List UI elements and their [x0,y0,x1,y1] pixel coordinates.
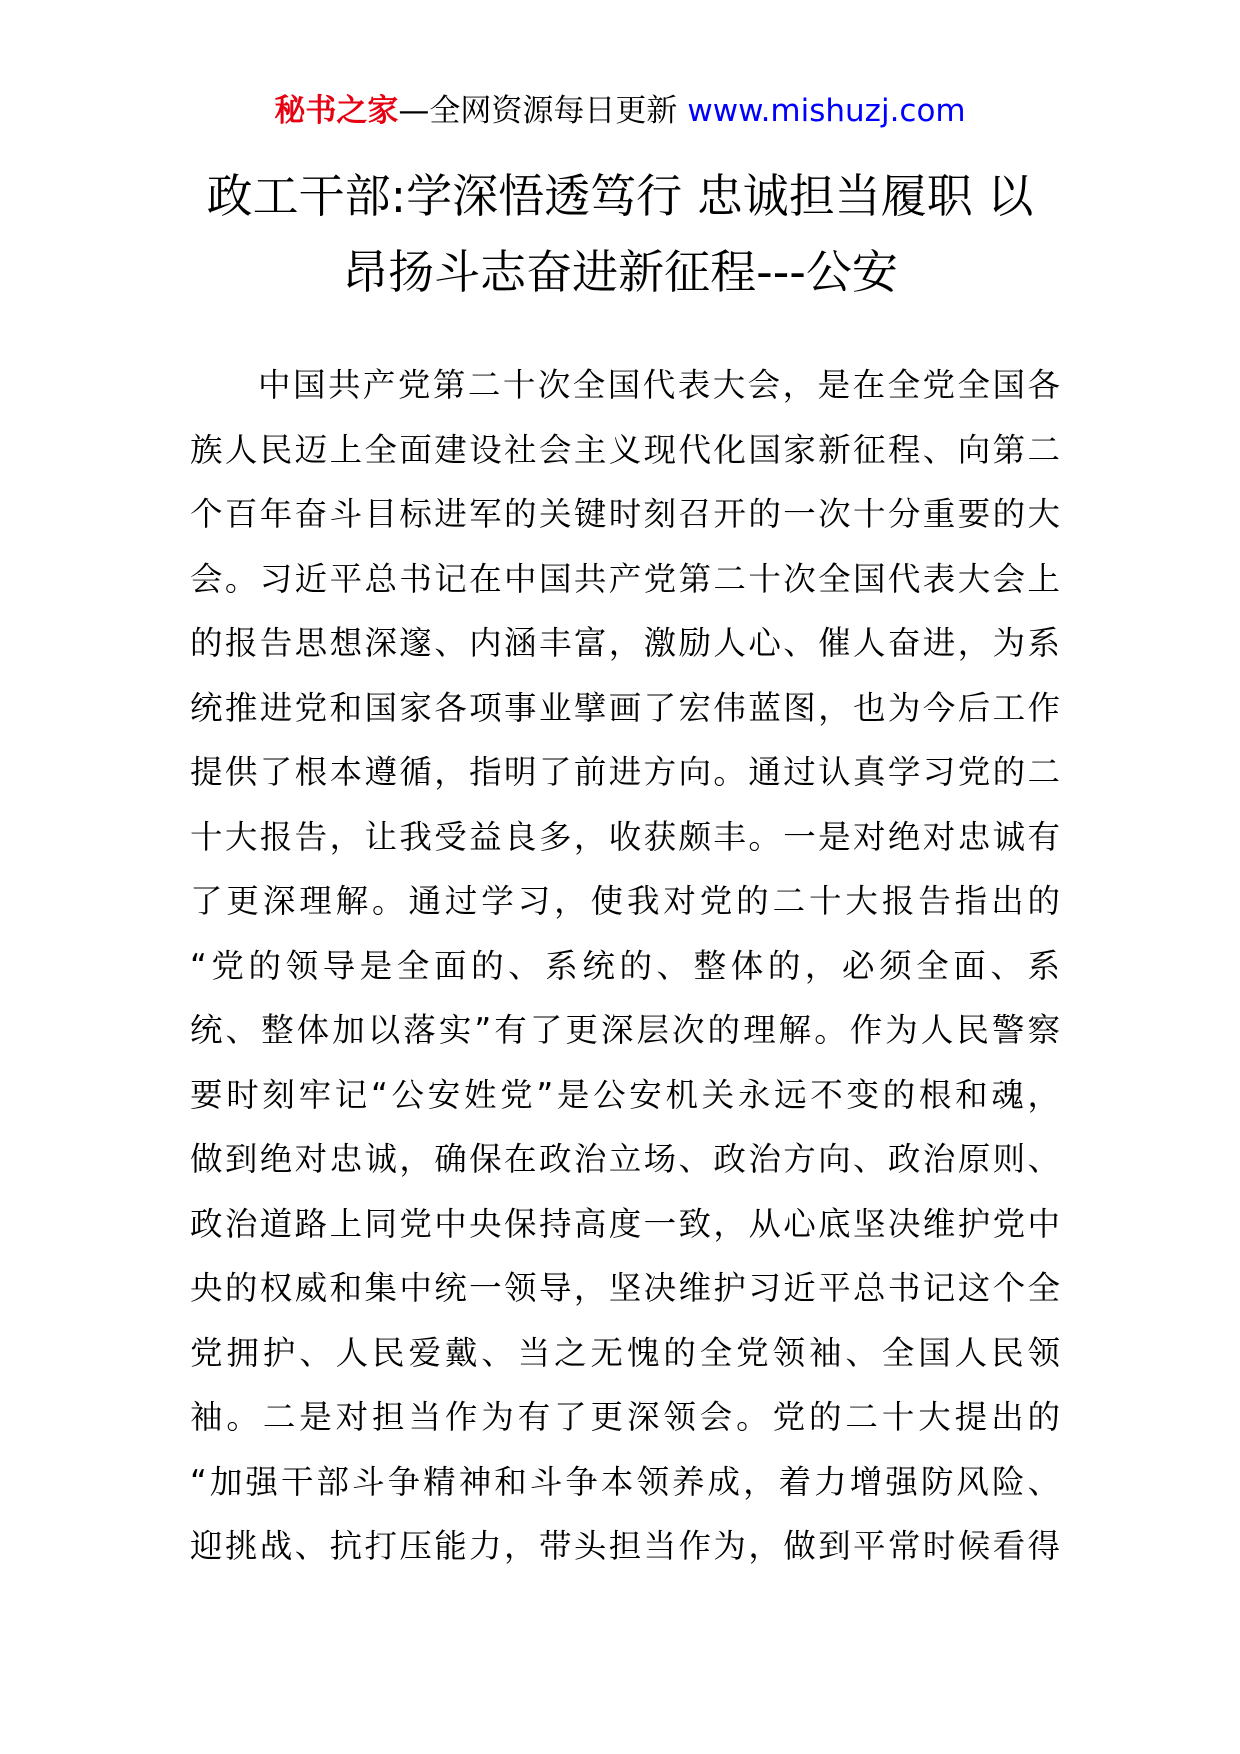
body-line-9: 了更深理解。通过学习，使我对党的二十大报告指出的 [190,882,1060,920]
site-tagline: —全网资源每日更新 [398,93,678,129]
site-brand: 秘书之家 [274,93,399,129]
site-url-link[interactable]: www.mishuzj.com [687,93,966,129]
body-line-2: 族人民迈上全面建设社会主义现代化国家新征程、向第二 [190,430,1060,469]
body-line-3: 个百年奋斗目标进军的关键时刻召开的一次十分重要的大 [190,495,1060,533]
body-line-12: 要时刻牢记“公安姓党”是公安机关永远不变的根和魂， [190,1075,1060,1114]
body-line-15: 央的权威和集中统一领导，坚决维护习近平总书记这个全 [190,1269,1060,1307]
body-line-7: 提供了根本遵循，指明了前进方向。通过认真学习党的二 [190,753,1060,791]
body-line-17: 袖。二是对担当作为有了更深领会。党的二十大提出的 [190,1398,1060,1436]
body-line-13: 做到绝对忠诚，确保在政治立场、政治方向、政治原则、 [190,1140,1060,1178]
body-line-18: “加强干部斗争精神和斗争本领养成，着力增强防风险、 [190,1462,1060,1501]
body-line-14: 政治道路上同党中央保持高度一致，从心底坚决维护党中 [190,1204,1060,1243]
body-line-4: 会。习近平总书记在中国共产党第二十次全国代表大会上 [190,559,1060,598]
site-header [0,88,1240,134]
body-line-6: 统推进党和国家各项事业擘画了宏伟蓝图，也为今后工作 [190,688,1060,727]
title-line-2: 昂扬斗志奋进新征程---公安 [342,245,898,299]
title-line-1: 政工干部:学深悟透笃行 忠诚担当履职 以 [206,169,1034,223]
document-title [160,158,1080,310]
body-line-16: 党拥护、人民爱戴、当之无愧的全党领袖、全国人民领 [190,1333,1060,1372]
body-line-11: 统、整体加以落实”有了更深层次的理解。作为人民警察 [190,1011,1060,1049]
body-line-8: 十大报告，让我受益良多，收获颇丰。一是对绝对忠诚有 [190,817,1060,856]
body-line-19: 迎挑战、抗打压能力，带头担当作为，做到平常时候看得 [190,1527,1060,1565]
body-line-5: 的报告思想深邃、内涵丰富，激励人心、催人奋进，为系 [190,624,1060,662]
body-line-10: “党的领导是全面的、系统的、整体的，必须全面、系 [190,946,1060,985]
document-body [190,353,1060,1579]
body-line-1: 中国共产党第二十次全国代表大会，是在全党全国各 [258,366,1060,404]
